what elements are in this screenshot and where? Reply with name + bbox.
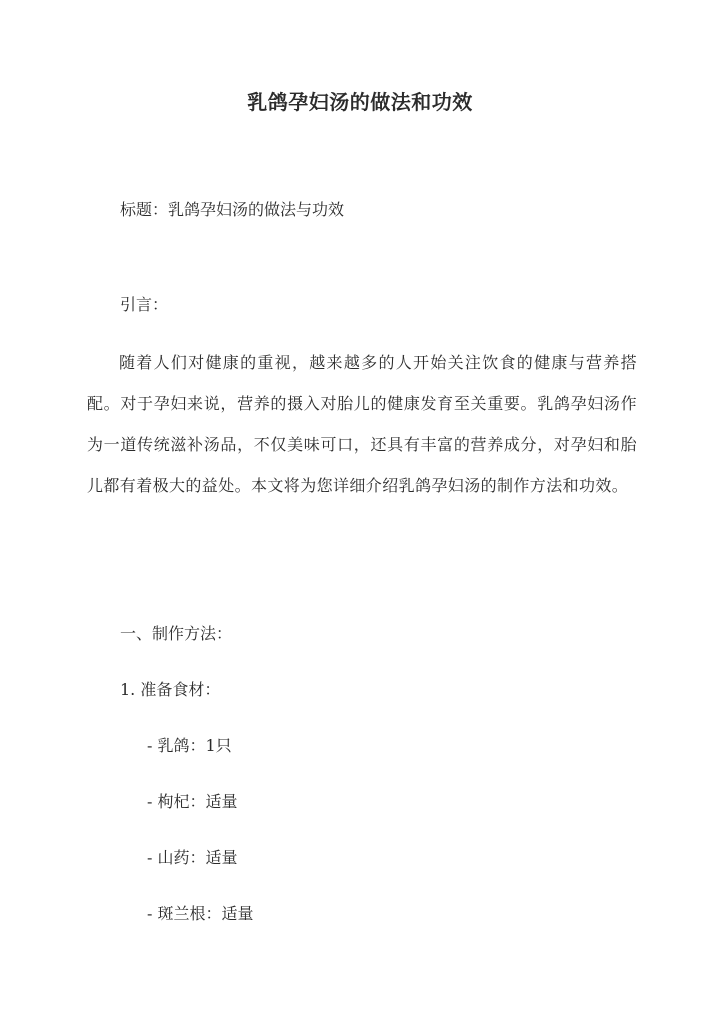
intro-heading: 引言： — [120, 295, 169, 314]
section-heading-method: 一、制作方法： — [120, 624, 233, 643]
ingredient-item: - 山药：适量 — [147, 848, 238, 867]
subtitle-line: 标题：乳鸽孕妇汤的做法与功效 — [120, 200, 345, 219]
step-heading-ingredients: 1. 准备食材： — [120, 680, 221, 699]
document-title: 乳鸽孕妇汤的做法和功效 — [247, 90, 473, 114]
ingredient-item: - 斑兰根：适量 — [147, 904, 254, 923]
ingredient-item: - 乳鸽：1只 — [147, 736, 232, 755]
ingredient-item: - 枸杞：适量 — [147, 792, 238, 811]
intro-paragraph: 随着人们对健康的重视，越来越多的人开始关注饮食的健康与营养搭配。对于孕妇来说，营养的摄入对胎儿的健康发育至关重要。乳鸽孕妇汤作为一道传统滋补汤品，不仅美味可口，还具有丰富的营养成分，对孕妇和胎儿都有着极大的益处。本文将为您详细介绍乳鸽孕妇汤的制作方法和功效。 — [87, 353, 637, 495]
